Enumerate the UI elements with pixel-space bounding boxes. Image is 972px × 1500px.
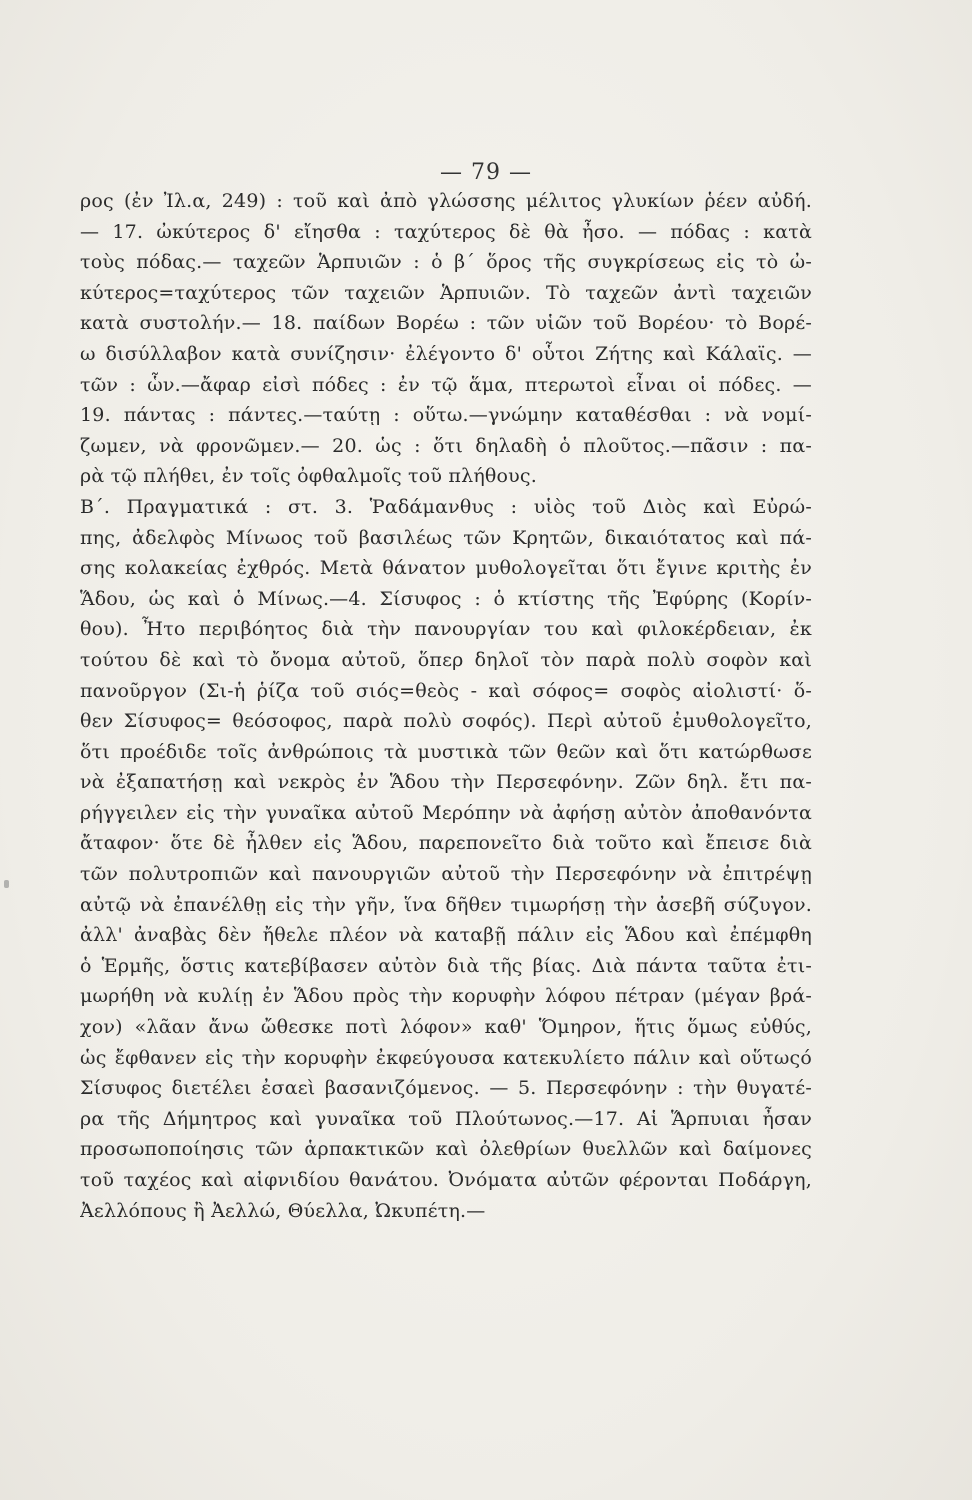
text-line: Σίσυφος διετέλει ἐσαεὶ βασανιζόμενος. — 5. Περσεφόνην : τὴν θυγατέ-	[80, 1077, 812, 1100]
text-line: ω δισύλλαβον κατὰ συνίζησιν· ἐλέγοντο δ' οὗτοι Ζήτης καὶ Κάλαϊς. —	[80, 342, 812, 365]
text-line: ζωμεν, νὰ φρονῶμεν.— 20. ὡς : ὅτι δηλαδὴ ὁ πλοῦτος.—πᾶσιν : πα-	[80, 434, 812, 457]
text-line: 19. πάντας : πάντες.—ταύτῃ : οὕτω.—γνώμην καταθέσθαι : νὰ νομί-	[80, 404, 812, 427]
text-line: — 17. ὠκύτερος δ' εἴησθα : ταχύτερος δὲ θὰ ἦσο. — πόδας : κατὰ	[80, 220, 812, 243]
text-line: Ἅδου, ὡς καὶ ὁ Μίνως.—4. Σίσυφος : ὁ κτίστης τῆς Ἐφύρης (Κορίν-	[80, 587, 812, 610]
text-line: πης, ἀδελφὸς Μίνωος τοῦ βασιλέως τῶν Κρητῶν, δικαιότατος καὶ πά-	[80, 526, 812, 549]
text-line: ἄταφον· ὅτε δὲ ἦλθεν εἰς Ἅδου, παρεπονεῖτο διὰ τοῦτο καὶ ἔπεισε διὰ	[80, 832, 812, 855]
text-line: τοῦ ταχέος καὶ αἰφνιδίου θανάτου. Ὀνόματα αὐτῶν φέρονται Ποδάργη,	[80, 1169, 812, 1191]
text-line: Ἀελλόπους ἢ Ἀελλώ, Θύελλα, Ὠκυπέτη.—	[80, 1199, 486, 1222]
text-line: ὁ Ἑρμῆς, ὅστις κατεβίβασεν αὐτὸν διὰ τῆς βίας. Διὰ πάντα ταῦτα ἐτι-	[80, 954, 812, 977]
text-line: πανοῦργον (Σι-ἡ ῥίζα τοῦ σιός=θεὸς - καὶ σόφος= σοφὸς αἰολιστί· ὅ-	[80, 679, 812, 702]
text-line: ρήγγειλεν εἰς τὴν γυναῖκα αὐτοῦ Μερόπην νὰ ἀφήσῃ αὐτὸν ἀποθανόντα	[80, 801, 812, 824]
text-line: προσωποποίησις τῶν ἁρπακτικῶν καὶ ὀλεθρίων θυελλῶν καὶ δαίμονες	[80, 1138, 812, 1161]
margin-speck	[4, 880, 9, 888]
section-heading-line: Β΄. Πραγματικά : στ. 3. Ῥαδάμανθυς : υἱὸς τοῦ Διὸς καὶ Εὐρώ-	[80, 495, 812, 518]
text-line: μωρήθη νὰ κυλίῃ ἐν Ἅδου πρὸς τὴν κορυφὴν λόφου πέτραν (μέγαν βρά-	[80, 985, 812, 1008]
text-line: τοὺς πόδας.— ταχεῶν Ἁρπυιῶν : ὁ β΄ ὅρος τῆς συγκρίσεως εἰς τὸ ὠ-	[80, 251, 812, 274]
text-line: νὰ ἐξαπατήσῃ καὶ νεκρὸς ἐν Ἅδου τὴν Περσεφόνην. Ζῶν δηλ. ἔτι πα-	[80, 771, 812, 794]
text-line: χον) «λᾶαν ἄνω ὤθεσκε ποτὶ λόφον» καθ' Ὅμηρον, ἥτις ὅμως εὐθύς,	[80, 1016, 812, 1039]
text-line: θου). Ἦτο περιβόητος διὰ τὴν πανουργίαν του καὶ φιλοκέρδειαν, ἐκ	[80, 618, 812, 641]
text-line: τῶν πολυτροπιῶν καὶ πανουργιῶν αὐτοῦ τὴν Περσεφόνην νὰ ἐπιτρέψῃ	[80, 863, 812, 886]
text-line: σης κολακείας ἐχθρός. Μετὰ θάνατον μυθολογεῖται ὅτι ἔγινε κριτὴς ἐν	[80, 557, 812, 580]
text-line: τῶν : ὧν.—ἄφαρ εἰσὶ πόδες : ἐν τῷ ἅμα, πτερωτοὶ εἶναι οἱ πόδες. —	[80, 373, 812, 396]
text-line: ὡς ἔφθανεν εἰς τὴν κορυφὴν ἐκφεύγουσα κατεκυλίετο πάλιν καὶ οὕτωςό	[80, 1046, 812, 1069]
text-line: ρος (ἐν Ἰλ.α, 249) : τοῦ καὶ ἀπὸ γλώσσης μέλιτος γλυκίων ῥέεν αὐδή.	[80, 190, 812, 212]
text-line: ρὰ τῷ πλήθει, ἐν τοῖς ὀφθαλμοῖς τοῦ πλήθους.	[80, 465, 538, 488]
text-line: ὅτι προέδιδε τοῖς ἀνθρώποις τὰ μυστικὰ τῶν θεῶν καὶ ὅτι κατώρθωσε	[80, 740, 812, 763]
page-number: — 79 —	[440, 160, 532, 185]
text-line: θεν Σίσυφος= θεόσοφος, παρὰ πολὺ σοφός). Περὶ αὐτοῦ ἐμυθολογεῖτο,	[80, 710, 812, 733]
text-line: κύτερος=ταχύτερος τῶν ταχειῶν Ἁρπυιῶν. Τὸ ταχεῶν ἀντὶ ταχειῶν	[80, 281, 812, 304]
text-line: ρα τῆς Δήμητρος καὶ γυναῖκα τοῦ Πλούτωνος.—17. Αἱ Ἅρπυιαι ἦσαν	[80, 1107, 812, 1130]
text-line: τούτου δὲ καὶ τὸ ὄνομα αὐτοῦ, ὅπερ δηλοῖ τὸν παρὰ πολὺ σοφὸν καὶ	[80, 648, 812, 671]
text-line: αὐτῷ νὰ ἐπανέλθῃ εἰς τὴν γῆν, ἵνα δῆθεν τιμωρήσῃ τὴν ἀσεβῆ σύζυγον.	[80, 893, 812, 916]
text-line: ἀλλ' ἀναβὰς δὲν ἤθελε πλέον νὰ καταβῇ πάλιν εἰς Ἅδου καὶ ἐπέμφθη	[80, 924, 812, 947]
text-line: κατὰ συστολήν.— 18. παίδων Βορέω : τῶν υἱῶν τοῦ Βορέου· τὸ Βορέ-	[80, 312, 812, 335]
commentary-text-block	[80, 186, 812, 1226]
